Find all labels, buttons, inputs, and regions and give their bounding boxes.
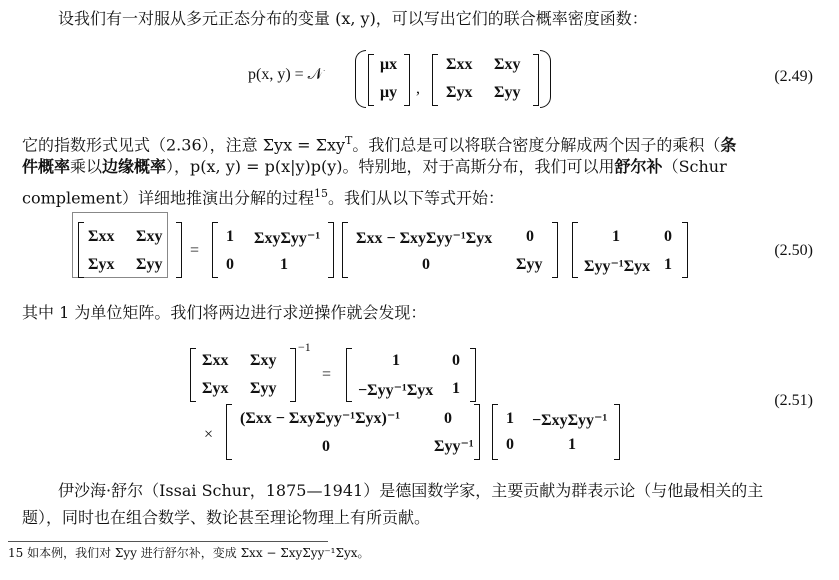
text: 乘以 [70, 157, 103, 176]
m2-d: 1 [452, 380, 460, 397]
inverse-exponent: −1 [298, 340, 311, 354]
m2-b: ΣxyΣyy⁻¹ [254, 230, 321, 247]
m4-c: 0 [506, 436, 514, 453]
term-schur: 舒尔补 [614, 157, 663, 176]
sigma-yy: Σyy [494, 84, 521, 101]
bracket-left-2 [432, 54, 438, 106]
m4-b: 0 [664, 228, 672, 245]
equals: = [190, 242, 200, 259]
text: 。我们总是可以将联合密度分解成两个因子的乘积（ [352, 135, 721, 155]
m4-b: −ΣxyΣyy⁻¹ [532, 412, 608, 429]
m3-b: 0 [444, 410, 452, 427]
eq249-lhs: p(x, y) = 𝒩 [248, 66, 324, 83]
bracket [552, 222, 558, 278]
m3-c: 0 [422, 256, 430, 273]
sigma-xy: Σxy [494, 56, 521, 73]
bracket-right [404, 54, 410, 106]
paren-left [355, 50, 366, 108]
m1-a: Σxx [88, 228, 115, 245]
m3-d: Σyy [516, 256, 543, 273]
bracket [346, 348, 352, 402]
bracket [614, 404, 620, 460]
m2-a: 1 [392, 352, 400, 369]
m1-b: Σxy [136, 228, 163, 245]
sigma-xx: Σxx [446, 56, 473, 73]
bio-line2: 题），同时也在组合数学、数论甚至理论物理上有所贡献。 [22, 508, 431, 527]
term-conditional: 件概率 [22, 157, 71, 176]
bracket [290, 348, 296, 402]
comma: , [416, 80, 420, 97]
m2-d: 1 [280, 256, 288, 273]
times: × [204, 426, 214, 443]
bracket [78, 222, 84, 278]
m2-b: 0 [452, 352, 460, 369]
m3-b: 0 [526, 228, 534, 245]
bracket-right-2 [533, 54, 539, 106]
m3-d: Σyy⁻¹ [434, 438, 474, 455]
footnote: 15 如本例，我们对 Σyy 进行舒尔补，变成 Σxx − ΣxyΣyy⁻¹Σyx。 [8, 546, 370, 560]
text: （Schur [662, 157, 727, 176]
text: ），p(x, y) = p(x|y)p(y)。特别地，对于高斯分布，我们可以用 [166, 157, 615, 176]
m1-b: Σxy [250, 352, 277, 369]
m1-c: Σyx [88, 256, 115, 273]
text: 。我们从以下等式开始： [327, 188, 504, 208]
m4-c: Σyy⁻¹Σyx [584, 258, 651, 275]
m4-d: 1 [664, 256, 672, 273]
bracket [470, 348, 476, 402]
m2-a: 1 [226, 228, 234, 245]
bracket [572, 222, 578, 278]
paren-right [540, 50, 551, 108]
m3-a: (Σxx − ΣxyΣyy⁻¹Σyx)⁻¹ [240, 410, 401, 427]
bracket [176, 222, 182, 278]
sigma-yx: Σyx [446, 84, 473, 101]
paragraph-factorization-line3 [22, 181, 817, 211]
bracket [190, 348, 196, 402]
bracket [226, 404, 232, 460]
m2-c: −Σyy⁻¹Σyx [358, 382, 434, 399]
m4-a: 1 [612, 228, 620, 245]
m4-d: 1 [568, 436, 576, 453]
bracket [212, 222, 218, 278]
paragraph-intro: 设我们有一对服从多元正态分布的变量 (x, y)，可以写出它们的联合概率密度函数： [58, 9, 648, 28]
term-conditional-start: 条 [720, 135, 737, 155]
m3-c: 0 [322, 438, 330, 455]
paragraph-factorization-line2 [22, 154, 817, 180]
text: complement）详细地推演出分解的过程 [22, 188, 314, 208]
equation-number: (2.49) [774, 68, 813, 85]
paragraph-inverse: 其中 1 为单位矩阵。我们将两边进行求逆操作就会发现： [22, 303, 427, 322]
bio-line1: 伊沙海·舒尔（Issai Schur，1875—1941）是德国数学家，主要贡献为群表示论（与他最相关的主 [58, 481, 764, 500]
equation-number: (2.50) [774, 242, 813, 259]
m1-d: Σyy [136, 256, 163, 273]
m4-a: 1 [506, 410, 514, 427]
m3-a: Σxx − ΣxyΣyy⁻¹Σyx [356, 230, 493, 247]
bracket [474, 404, 480, 460]
text: 它的指数形式见式（2.36），注意 Σyx = Σxy [22, 135, 346, 155]
bracket [492, 404, 498, 460]
m1-a: Σxx [202, 352, 229, 369]
mu-y: μy [380, 84, 398, 101]
m1-d: Σyy [250, 380, 277, 397]
bracket [682, 222, 688, 278]
equation-number: (2.51) [774, 392, 813, 409]
superscript-T: T [345, 134, 353, 147]
term-marginal: 边缘概率 [102, 157, 167, 176]
mu-x: μx [380, 56, 398, 73]
footnote-ref: 15 [313, 187, 328, 200]
equals: = [322, 366, 332, 383]
bracket-left [368, 54, 374, 106]
m1-c: Σyx [202, 380, 229, 397]
bracket [328, 222, 334, 278]
bracket [342, 222, 348, 278]
footnote-rule [8, 541, 328, 542]
m2-c: 0 [226, 256, 234, 273]
